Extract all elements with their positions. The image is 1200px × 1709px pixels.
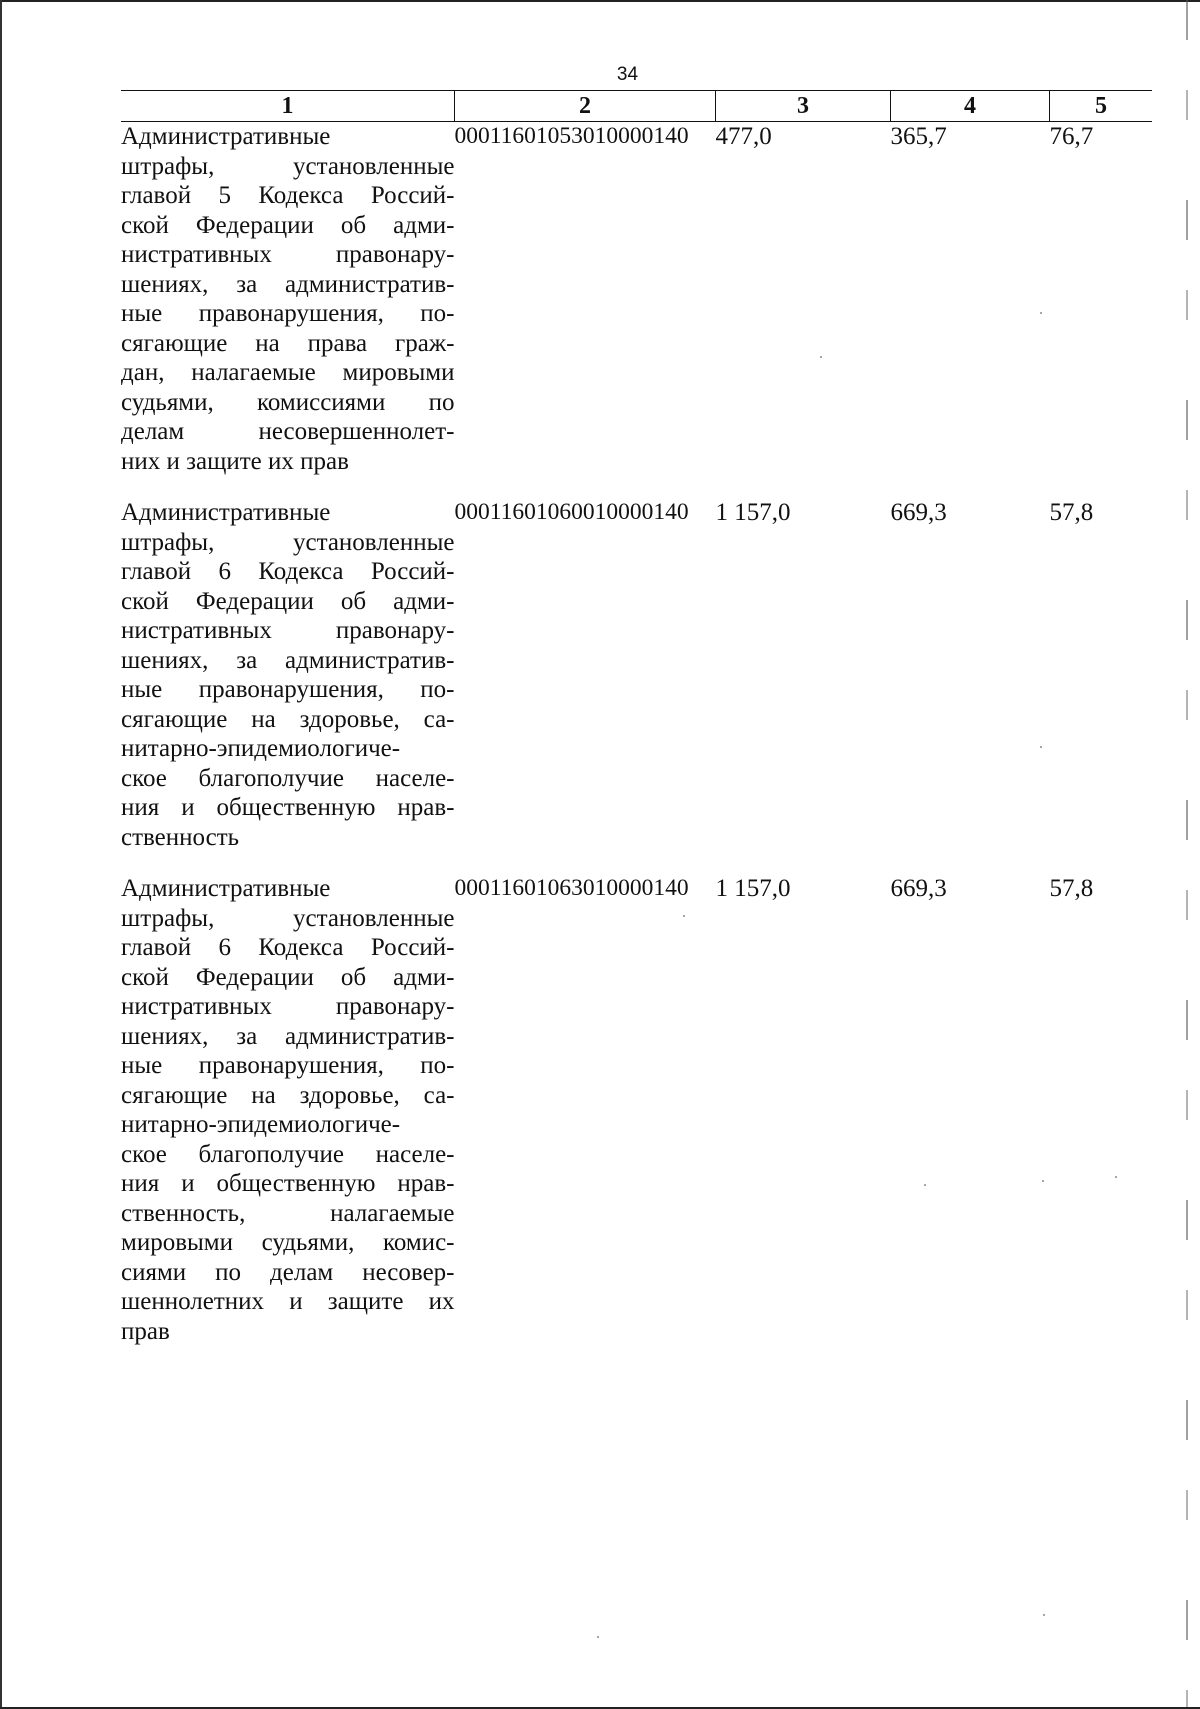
row-description [121, 498, 455, 852]
description-line: шениях, за административ- [121, 270, 455, 298]
page-number: 34 [616, 64, 639, 85]
row-spacer [121, 476, 1152, 498]
description-line: мировыми судьями, комис- [121, 1229, 455, 1256]
description-line: штрафы, установленные [121, 528, 455, 556]
row-value-col3: 477,0 [715, 123, 772, 150]
description-line: главой 6 Кодекса Россий- [121, 558, 455, 585]
budget-table [121, 90, 1152, 1346]
description-line: ния и общественную нрав- [121, 1170, 455, 1197]
row-value-col3: 1 157,0 [715, 875, 791, 902]
description-line: ные правонарушения, по- [121, 676, 455, 703]
scan-speck [1040, 312, 1042, 314]
row-description [121, 122, 455, 477]
row-code: 00011601063010000140 [454, 875, 689, 901]
table-header-row [121, 91, 1152, 122]
description-line: штрафы, установленные [121, 152, 455, 180]
description-line: Административные [121, 875, 331, 902]
description-line: главой 6 Кодекса Россий- [121, 934, 455, 961]
header-col-3: 3 [716, 91, 891, 122]
scan-speck [1040, 746, 1042, 748]
scan-speck [1115, 1176, 1117, 1178]
description-line: нитарно-эпидемиологиче- [121, 1111, 401, 1138]
description-line: Административные [121, 499, 331, 526]
scan-edge-left [0, 0, 2, 1709]
description-line: ные правонарушения, по- [121, 300, 455, 327]
description-line: ское благополучие населе- [121, 764, 455, 792]
description-line: судьями, комиссиями по [121, 388, 455, 416]
scan-edge-top [0, 0, 1200, 2]
description-line: ской Федерации об адми- [121, 963, 455, 991]
description-line: шениях, за административ- [121, 646, 455, 674]
description-line: ственность, налагаемые [121, 1199, 455, 1227]
header-col-5: 5 [1050, 91, 1153, 122]
row-code: 00011601053010000140 [454, 123, 689, 149]
description-line: сягающие на здоровье, са- [121, 705, 455, 733]
description-line: прав [121, 1317, 170, 1345]
description-line: нистративных правонару- [121, 993, 455, 1020]
description-line: нистративных правонару- [121, 617, 455, 644]
row-spacer [121, 852, 1152, 874]
description-line: нистративных правонару- [121, 241, 455, 268]
description-line: сиями по делам несовер- [121, 1258, 455, 1286]
header-col-2: 2 [455, 91, 716, 122]
header-col-1: 1 [121, 91, 455, 122]
scan-speck [1043, 1614, 1045, 1616]
description-line: ные правонарушения, по- [121, 1052, 455, 1079]
scan-speck [597, 1636, 599, 1638]
scan-speck [820, 356, 822, 358]
description-line: ской Федерации об адми- [121, 211, 455, 239]
description-line: ственность [121, 823, 240, 851]
header-col-4: 4 [891, 91, 1050, 122]
row-value-col5: 76,7 [1049, 123, 1094, 150]
scan-speck [1042, 1180, 1044, 1182]
row-value-col3: 1 157,0 [715, 499, 791, 526]
row-value-col4: 669,3 [890, 875, 947, 902]
table-row [121, 498, 1152, 852]
description-line: Административные [121, 123, 331, 150]
description-line: штрафы, установленные [121, 904, 455, 932]
description-line: ское благополучие населе- [121, 1140, 455, 1168]
description-line: главой 5 Кодекса Россий- [121, 182, 455, 209]
description-line: ской Федерации об адми- [121, 587, 455, 615]
table-row [121, 122, 1152, 477]
description-line: них и защите их прав [121, 447, 349, 475]
row-value-col4: 365,7 [890, 123, 947, 150]
row-value-col4: 669,3 [890, 499, 947, 526]
scan-speck [683, 915, 685, 917]
description-line: шеннолетних и защите их [121, 1288, 455, 1315]
description-line: сягающие на права граж- [121, 329, 455, 357]
description-line: ния и общественную нрав- [121, 794, 455, 821]
table-row [121, 874, 1152, 1346]
description-line: нитарно-эпидемиологиче- [121, 735, 401, 762]
scan-speck [924, 1184, 926, 1186]
row-description [121, 874, 455, 1346]
row-value-col5: 57,8 [1049, 875, 1094, 902]
description-line: дан, налагаемые мировыми [121, 359, 455, 386]
row-code: 00011601060010000140 [454, 499, 689, 525]
description-line: сягающие на здоровье, са- [121, 1081, 455, 1109]
scan-edge-right [1186, 0, 1188, 1709]
description-line: делам несовершеннолет- [121, 418, 455, 445]
row-value-col5: 57,8 [1049, 499, 1094, 526]
description-line: шениях, за административ- [121, 1022, 455, 1050]
